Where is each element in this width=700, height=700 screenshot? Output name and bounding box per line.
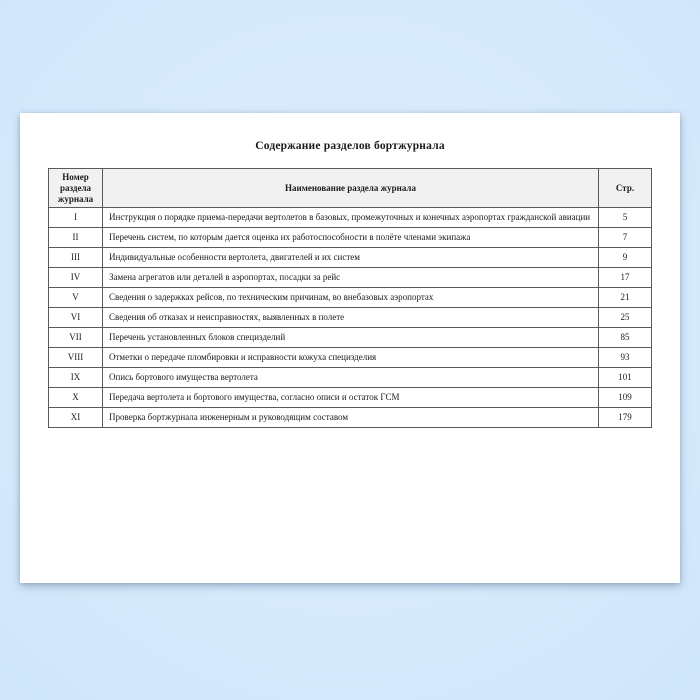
row-section-name: Сведения об отказах и неисправностях, выявленных в полете [103, 308, 599, 328]
table-row [49, 328, 652, 348]
row-section-name: Инструкция о порядке приема-передачи вертолетов в базовых, промежуточных и конечных аэропортах гражданской авиации [103, 208, 599, 228]
table-row [49, 248, 652, 268]
row-section-number: XI [49, 408, 103, 428]
row-section-number: V [49, 288, 103, 308]
row-section-name: Проверка бортжурнала инженерным и руководящим составом [103, 408, 599, 428]
table-row [49, 228, 652, 248]
header-page: Стр. [599, 169, 652, 208]
row-section-number: VI [49, 308, 103, 328]
row-section-name: Передача вертолета и бортового имущества, согласно описи и остаток ГСМ [103, 388, 599, 408]
page-title: Содержание разделов бортжурнала [255, 140, 445, 152]
row-section-number: III [49, 248, 103, 268]
row-page-number: 21 [599, 288, 652, 308]
row-page-number: 85 [599, 328, 652, 348]
header-row [49, 169, 652, 208]
row-section-number: IX [49, 368, 103, 388]
row-section-number: IV [49, 268, 103, 288]
row-page-number: 17 [599, 268, 652, 288]
row-page-number: 179 [599, 408, 652, 428]
table-row [49, 348, 652, 368]
row-section-name: Сведения о задержках рейсов, по техническим причинам, во внебазовых аэропортах [103, 288, 599, 308]
row-page-number: 9 [599, 248, 652, 268]
table-row [49, 308, 652, 328]
table-row [49, 388, 652, 408]
row-section-name: Замена агрегатов или деталей в аэропортах, посадки за рейс [103, 268, 599, 288]
row-section-name: Индивидуальные особенности вертолета, двигателей и их систем [103, 248, 599, 268]
row-section-number: X [49, 388, 103, 408]
document-page [20, 113, 680, 583]
row-page-number: 7 [599, 228, 652, 248]
table-row [49, 268, 652, 288]
table-row [49, 408, 652, 428]
row-section-name: Отметки о передаче пломбировки и исправности кожуха специзделия [103, 348, 599, 368]
table-row [49, 288, 652, 308]
header-section-number: Номер раздела журнала [49, 169, 103, 208]
row-section-number: II [49, 228, 103, 248]
toc-body [49, 208, 652, 428]
table-row [49, 208, 652, 228]
row-section-name: Опись бортового имущества вертолета [103, 368, 599, 388]
row-section-name: Перечень установленных блоков специзделий [103, 328, 599, 348]
row-page-number: 109 [599, 388, 652, 408]
row-page-number: 5 [599, 208, 652, 228]
row-page-number: 93 [599, 348, 652, 368]
table-row [49, 368, 652, 388]
toc-header [49, 169, 652, 208]
row-section-number: I [49, 208, 103, 228]
header-section-name: Наименование раздела журнала [103, 169, 599, 208]
toc-table [48, 168, 652, 428]
row-page-number: 101 [599, 368, 652, 388]
row-section-number: VIII [49, 348, 103, 368]
row-section-number: VII [49, 328, 103, 348]
row-page-number: 25 [599, 308, 652, 328]
row-section-name: Перечень систем, по которым дается оценка их работоспособности в полёте членами экипажа [103, 228, 599, 248]
